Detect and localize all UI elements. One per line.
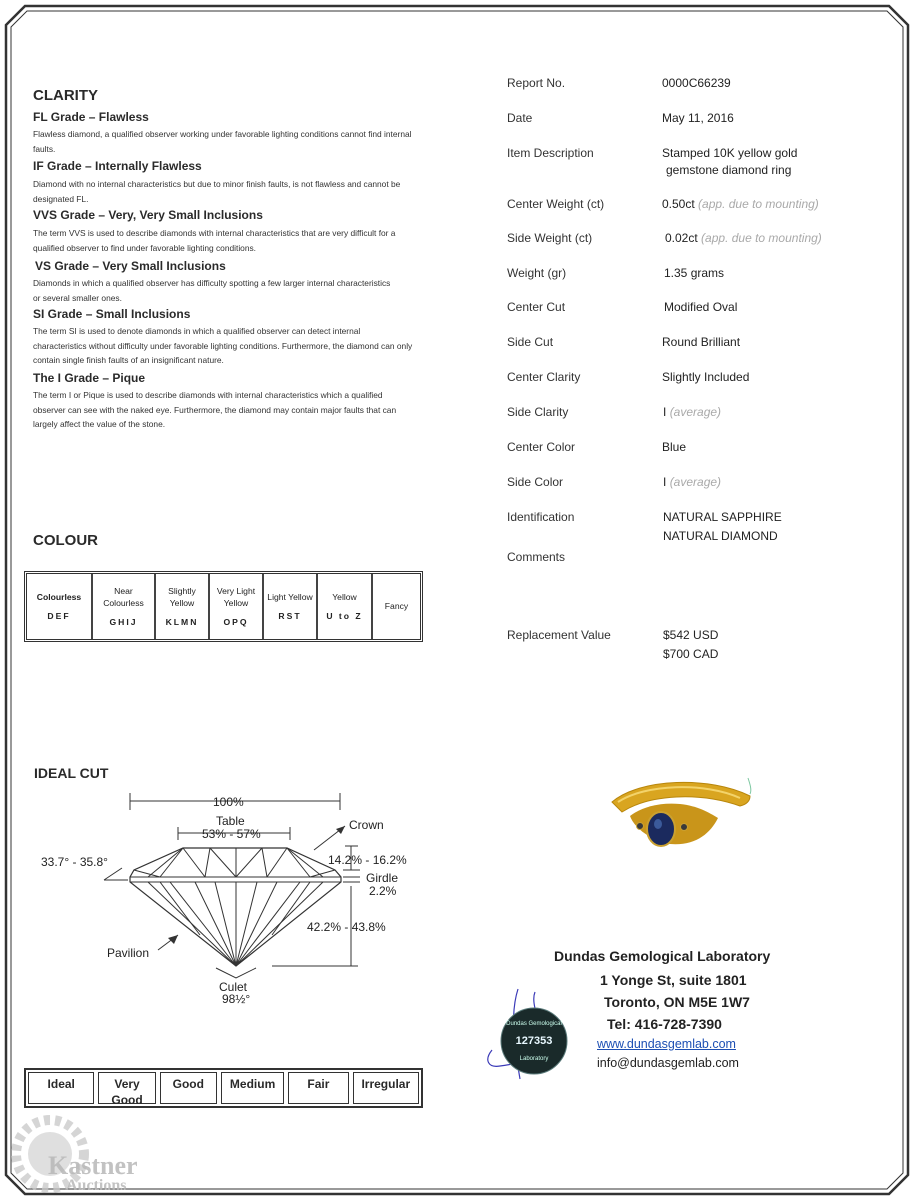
field-value-replacement-cad: $700 CAD xyxy=(663,647,719,661)
ideal-cut-title: IDEAL CUT xyxy=(34,765,109,781)
seal-line-1: Dundas Gemological xyxy=(506,1021,562,1027)
cut-grade-medium: Medium xyxy=(221,1072,284,1104)
grade-desc-vvs: The term VVS is used to describe diamonds with internal characteristics that are very difficult for a qualified observer to find under favorable lighting conditions. xyxy=(33,228,396,253)
side-weight-note: (app. due to mounting) xyxy=(701,231,822,245)
field-value-center-cut: Modified Oval xyxy=(664,300,738,314)
cut-grade-very-good: Very Good xyxy=(98,1072,155,1104)
field-value-identification-line2: NATURAL DIAMOND xyxy=(663,529,778,543)
colour-grades: DEF xyxy=(47,610,71,621)
grade-desc-vs: Diamonds in which a qualified observer has difficulty spotting a few larger internal characteristics or several smaller ones. xyxy=(33,278,391,303)
grade-desc-if: Diamond with no internal characteristics but due to minor finish faults, is not flawless and cannot be designated FL. xyxy=(33,179,401,204)
diagram-crown-label: Crown xyxy=(349,818,384,832)
field-value-center-color: Blue xyxy=(662,440,687,454)
colour-label: Near Colourless xyxy=(103,585,144,609)
grade-heading-si: SI Grade – Small Inclusions xyxy=(33,307,191,321)
seal-line-2: Laboratory xyxy=(519,1056,549,1062)
diagram-total-label: 100% xyxy=(213,795,244,809)
cut-grade-ideal: Ideal xyxy=(28,1072,94,1104)
side-clarity-value: I xyxy=(663,405,667,419)
grade-heading-if: IF Grade – Internally Flawless xyxy=(33,159,202,173)
diagram-table-range: 53% - 57% xyxy=(202,827,261,841)
field-label-side-cut: Side Cut xyxy=(507,335,554,349)
grade-heading-vvs: VVS Grade – Very, Very Small Inclusions xyxy=(33,208,263,222)
watermark-text-2: Auctions xyxy=(66,1177,127,1194)
field-value-item-description-line2: gemstone diamond ring xyxy=(666,163,792,177)
lab-email: info@dundasgemlab.com xyxy=(597,1056,739,1070)
field-label-identification: Identification xyxy=(507,510,575,524)
colour-grades: KLMN xyxy=(165,616,199,627)
lab-address-1: 1 Yonge St, suite 1801 xyxy=(600,972,747,988)
diagram-pavilion-label: Pavilion xyxy=(107,946,150,960)
colour-label: Light Yellow xyxy=(267,592,313,602)
diagram-girdle-value: 2.2% xyxy=(369,884,397,898)
grade-heading-fl: FL Grade – Flawless xyxy=(33,110,149,124)
diagram-culet-value: 98½° xyxy=(222,992,251,1006)
field-value-center-clarity: Slightly Included xyxy=(662,370,750,384)
colour-label: Colourless xyxy=(36,592,82,602)
field-label-comments: Comments xyxy=(507,550,566,564)
field-value-identification: NATURAL SAPPHIRE xyxy=(663,510,782,524)
field-value-date: May 11, 2016 xyxy=(662,111,734,125)
field-label-side-color: Side Color xyxy=(507,475,564,489)
field-value-weight-gr: 1.35 grams xyxy=(664,266,725,280)
field-label-weight-gr: Weight (gr) xyxy=(507,266,567,280)
side-weight-value: 0.02ct xyxy=(665,231,698,245)
grade-heading-vs: VS Grade – Very Small Inclusions xyxy=(35,259,226,273)
field-label-replacement-value: Replacement Value xyxy=(507,628,611,642)
field-label-item-description: Item Description xyxy=(507,146,594,160)
side-color-value: I xyxy=(663,475,667,489)
seal-number: 127353 xyxy=(515,1035,553,1047)
ring-photo xyxy=(600,772,760,862)
field-label-center-clarity: Center Clarity xyxy=(507,370,581,384)
lab-website-link[interactable]: www.dundasgemlab.com xyxy=(597,1037,736,1051)
diagram-pavilion-depth: 42.2% - 43.8% xyxy=(307,920,386,934)
side-color-note: (average) xyxy=(669,475,722,489)
grade-desc-i: The term I or Pique is used to describe diamonds with internal characteristics which a qualified observer can see with the naked eye. Furthermore, the diamond may contain major faults that can largely affect the value of the stone. xyxy=(33,390,397,429)
colour-label: Yellow xyxy=(332,592,357,602)
colour-label: Fancy xyxy=(384,601,409,612)
field-value-report-no: 0000C66239 xyxy=(662,76,731,90)
diagram-culet-label: Culet xyxy=(219,980,248,994)
colour-grades: U to Z xyxy=(326,610,363,621)
grade-desc-si: The term SI is used to denote diamonds in which a qualified observer can detect internal characteristics without difficulty under favorable lighting conditions. Furthermore, the diamond can only contain single finish faults of an insignificant nature. xyxy=(33,326,413,365)
diagram-girdle-label: Girdle xyxy=(366,871,399,885)
grade-heading-i: The I Grade – Pique xyxy=(33,371,146,385)
lab-seal xyxy=(480,984,580,1084)
field-label-side-weight: Side Weight (ct) xyxy=(507,231,593,245)
field-value-item-description: Stamped 10K yellow gold xyxy=(662,146,798,160)
colour-grades: RST xyxy=(278,610,302,621)
lab-phone: Tel: 416-728-7390 xyxy=(607,1016,722,1032)
watermark-text-1: Kastner xyxy=(48,1151,138,1180)
field-label-side-clarity: Side Clarity xyxy=(507,405,569,419)
cut-grade-fair: Fair xyxy=(288,1072,348,1104)
cut-grade-irregular: Irregular xyxy=(353,1072,419,1104)
diagram-crown-angle: 33.7° - 35.8° xyxy=(41,855,108,869)
field-label-center-cut: Center Cut xyxy=(507,300,566,314)
diagram-crown-height: 14.2% - 16.2% xyxy=(328,853,407,867)
colour-label: Slightly Yellow xyxy=(168,585,196,609)
lab-name: Dundas Gemological Laboratory xyxy=(554,948,771,964)
grade-desc-fl: Flawless diamond, a qualified observer working under favorable lighting conditions cannot find internal faults. xyxy=(33,129,412,154)
clarity-title: CLARITY xyxy=(33,87,98,104)
field-label-center-color: Center Color xyxy=(507,440,576,454)
cut-grade-good: Good xyxy=(160,1072,217,1104)
field-value-side-cut: Round Brilliant xyxy=(662,335,741,349)
field-label-report-no: Report No. xyxy=(507,76,566,90)
colour-grades: OPQ xyxy=(223,616,249,627)
field-value-replacement-usd: $542 USD xyxy=(663,628,719,642)
auction-watermark-logo xyxy=(8,1112,148,1194)
cut-grade-table xyxy=(24,1068,423,1108)
field-label-date: Date xyxy=(507,111,533,125)
side-clarity-note: (average) xyxy=(669,405,722,419)
center-weight-value: 0.50ct xyxy=(662,197,695,211)
colour-title: COLOUR xyxy=(33,532,98,549)
field-label-center-weight: Center Weight (ct) xyxy=(507,197,605,211)
colour-grades: GHIJ xyxy=(109,616,138,627)
lab-address-2: Toronto, ON M5E 1W7 xyxy=(604,994,750,1010)
diagram-table-label: Table xyxy=(216,814,245,828)
center-weight-note: (app. due to mounting) xyxy=(698,197,819,211)
colour-label: Very Light Yellow xyxy=(216,585,256,609)
